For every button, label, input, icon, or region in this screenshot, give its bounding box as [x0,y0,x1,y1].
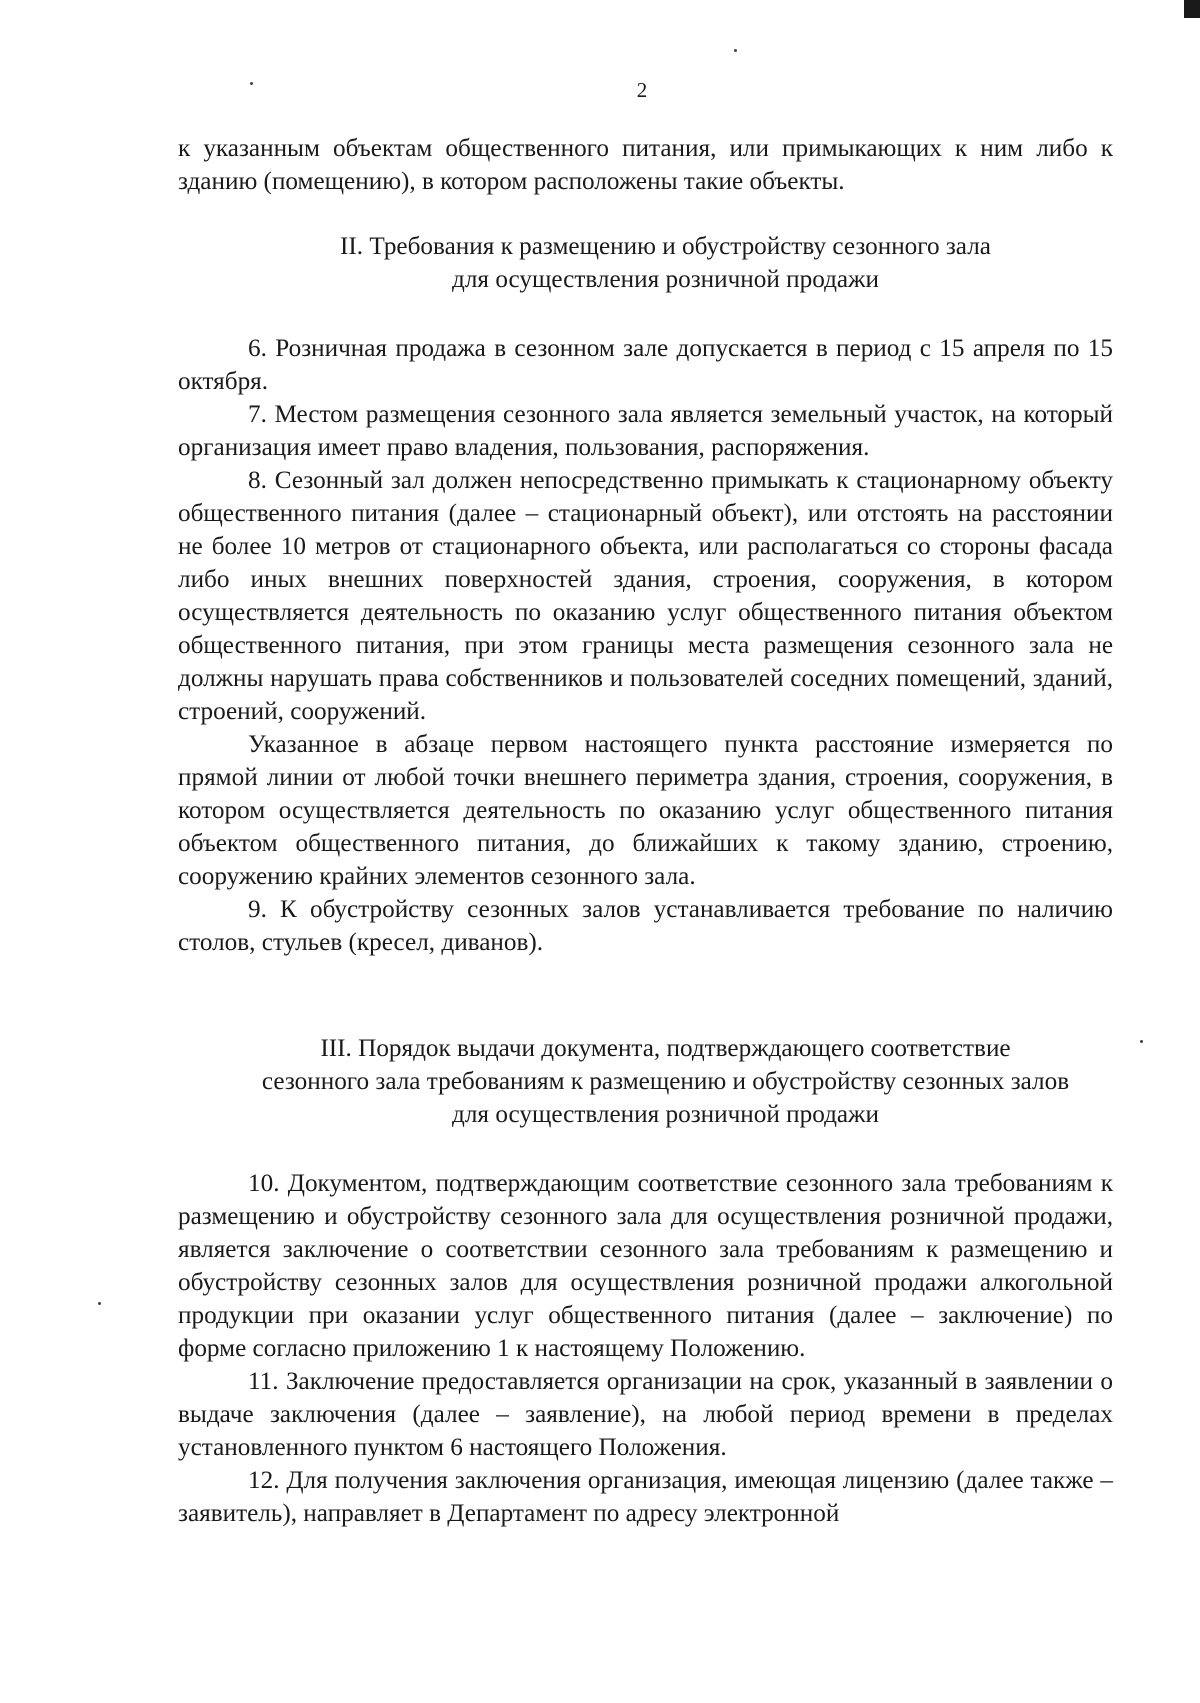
paragraph-12: 12. Для получения заключения организация, имеющая лицензию (далее также – заявитель), направляет в Департамент по адресу электронной [178,1467,1113,1527]
section-3-heading-line-2: сезонного зала требованиям к размещению и обустройству сезонных залов [261,1068,1070,1095]
page-number: 2 [636,78,648,102]
paragraph-8: 8. Сезонный зал должен непосредственно примыкать к стационарному объекту общественного питания (далее – стационарный объект), или отстоять на расстоянии не более 10 метров от стационарного объекта, или располагаться со стороны фасада либо иных внешних поверхностей здания, строения, сооружения, в котором осуществляется деятельность по оказанию услуг общественного питания объектом общественного питания, при этом границы места размещения сезонного зала не должны нарушать права собственников и пользователей соседних помещений, зданий, строений, сооружений. [178,467,1113,725]
paragraph-6: 6. Розничная продажа в сезонном зале допускается в период с 15 апреля по 15 октября. [178,335,1113,395]
paragraph-7: 7. Местом размещения сезонного зала является земельный участок, на который организация имеет право владения, пользования, распоряжения. [178,401,1113,461]
paragraph-11: 11. Заключение предоставляется организации на срок, указанный в заявлении о выдаче заключения (далее – заявление), на любой период времени в пределах установленного пунктом 6 настоящего Положения. [178,1368,1113,1461]
intro-paragraph: к указанным объектам общественного питания, или примыкающих к ним либо к зданию (помещению), в котором расположены такие объекты. [178,135,1113,195]
section-3-heading-line-1: III. Порядок выдачи документа, подтверждающего соответствие [320,1035,1011,1062]
scan-speck [734,49,737,52]
paragraph-8-second: Указанное в абзаце первом настоящего пункта расстояние измеряется по прямой линии от любой точки внешнего периметра здания, строения, сооружения, в котором осуществляется деятельность по оказанию услуг общественного питания объектом общественного питания, до ближайших к такому зданию, строению, сооружению крайних элементов сезонного зала. [178,731,1113,890]
document-body [178,132,1113,1530]
paragraph-9: 9. К обустройству сезонных залов устанавливается требование по наличию столов, стульев (кресел, диванов). [178,896,1113,956]
section-2-heading-line-2: для осуществления розничной продажи [452,266,879,293]
scan-speck [1140,1040,1143,1043]
paragraph-10: 10. Документом, подтверждающим соответствие сезонного зала требованиям к размещению и обустройству сезонного зала для осуществления розничной продажи, является заключение о соответствии сезонного зала требованиям к размещению и обустройству сезонных залов для осуществления розничной продажи алкогольной продукции при оказании услуг общественного питания (далее – заключение) по форме согласно приложению 1 к настоящему Положению. [178,1170,1113,1362]
scan-speck [98,1302,101,1305]
scan-mark [1184,0,1200,18]
section-3-heading [178,1032,1113,1131]
section-2-heading [178,230,1113,296]
section-3-heading-line-3: для осуществления розничной продажи [452,1101,879,1128]
section-2-heading-line-1: II. Требования к размещению и обустройству сезонного зала [340,233,991,260]
